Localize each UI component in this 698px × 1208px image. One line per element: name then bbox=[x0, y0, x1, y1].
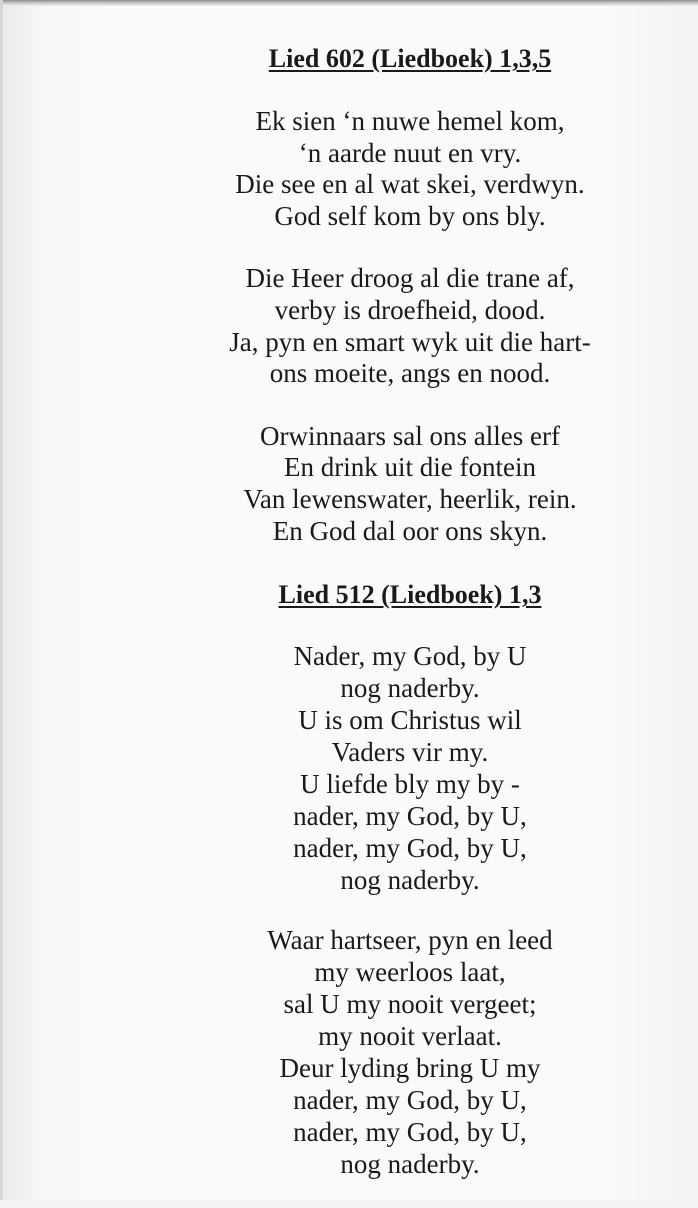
page-top-edge bbox=[0, 0, 698, 6]
lyric-line: nog naderby. bbox=[340, 865, 480, 896]
lyric-line: Vaders vir my. bbox=[331, 737, 489, 768]
lyric-line: Ek sien ‘n nuwe hemel kom, bbox=[255, 106, 565, 136]
lyric-line: nader, my God, by U, bbox=[293, 833, 527, 864]
stanza bbox=[60, 640, 698, 896]
lyric-line: sal U my nooit vergeet; bbox=[283, 989, 537, 1020]
lyric-line: nog naderby. bbox=[340, 1149, 480, 1180]
lyric-line: ons moeite, angs en nood. bbox=[269, 358, 551, 389]
page-left-edge bbox=[0, 0, 3, 1200]
lyric-line: U is om Christus wil bbox=[298, 705, 522, 736]
lyric-line: verby is droefheid, dood. bbox=[274, 294, 546, 325]
song-lied-512 bbox=[60, 578, 698, 1180]
lyric-line: my nooit verlaat. bbox=[318, 1021, 502, 1052]
lyric-line: En drink uit die fontein bbox=[284, 452, 536, 483]
song-lied-602 bbox=[60, 42, 698, 547]
lyric-line: ‘n aarde nuut en vry. bbox=[298, 137, 522, 168]
song-title: Lied 512 (Liedboek) 1,3 bbox=[278, 580, 542, 610]
lyric-line: Ja, pyn en smart wyk uit die hart- bbox=[229, 326, 591, 357]
stanza bbox=[60, 106, 698, 232]
lyric-line: God self kom by ons bly. bbox=[274, 200, 546, 231]
stanza bbox=[60, 924, 698, 1180]
lyric-line: nader, my God, by U, bbox=[293, 801, 527, 832]
lyric-line: U liefde bly my by - bbox=[300, 769, 520, 800]
lyric-line: my weerloos laat, bbox=[314, 957, 506, 988]
lyric-line: Deur lyding bring U my bbox=[279, 1053, 541, 1084]
hymn-content bbox=[60, 42, 698, 1208]
lyric-line: nader, my God, by U, bbox=[293, 1085, 527, 1116]
lyric-line: Nader, my God, by U bbox=[293, 641, 527, 672]
lyric-line: Van lewenswater, heerlik, rein. bbox=[243, 483, 577, 514]
lyric-line: nog naderby. bbox=[340, 673, 480, 704]
lyric-line: Die Heer droog al die trane af, bbox=[245, 263, 575, 294]
stanza bbox=[60, 421, 698, 547]
lyric-line: Orwinnaars sal ons alles erf bbox=[260, 420, 560, 451]
lyric-line: Waar hartseer, pyn en leed bbox=[267, 925, 553, 956]
song-title: Lied 602 (Liedboek) 1,3,5 bbox=[268, 44, 552, 73]
lyric-line: En God dal oor ons skyn. bbox=[272, 515, 548, 546]
lyric-line: nader, my God, by U, bbox=[293, 1117, 527, 1148]
lyric-line: Die see en al wat skei, verdwyn. bbox=[235, 169, 585, 200]
stanza bbox=[60, 263, 698, 389]
